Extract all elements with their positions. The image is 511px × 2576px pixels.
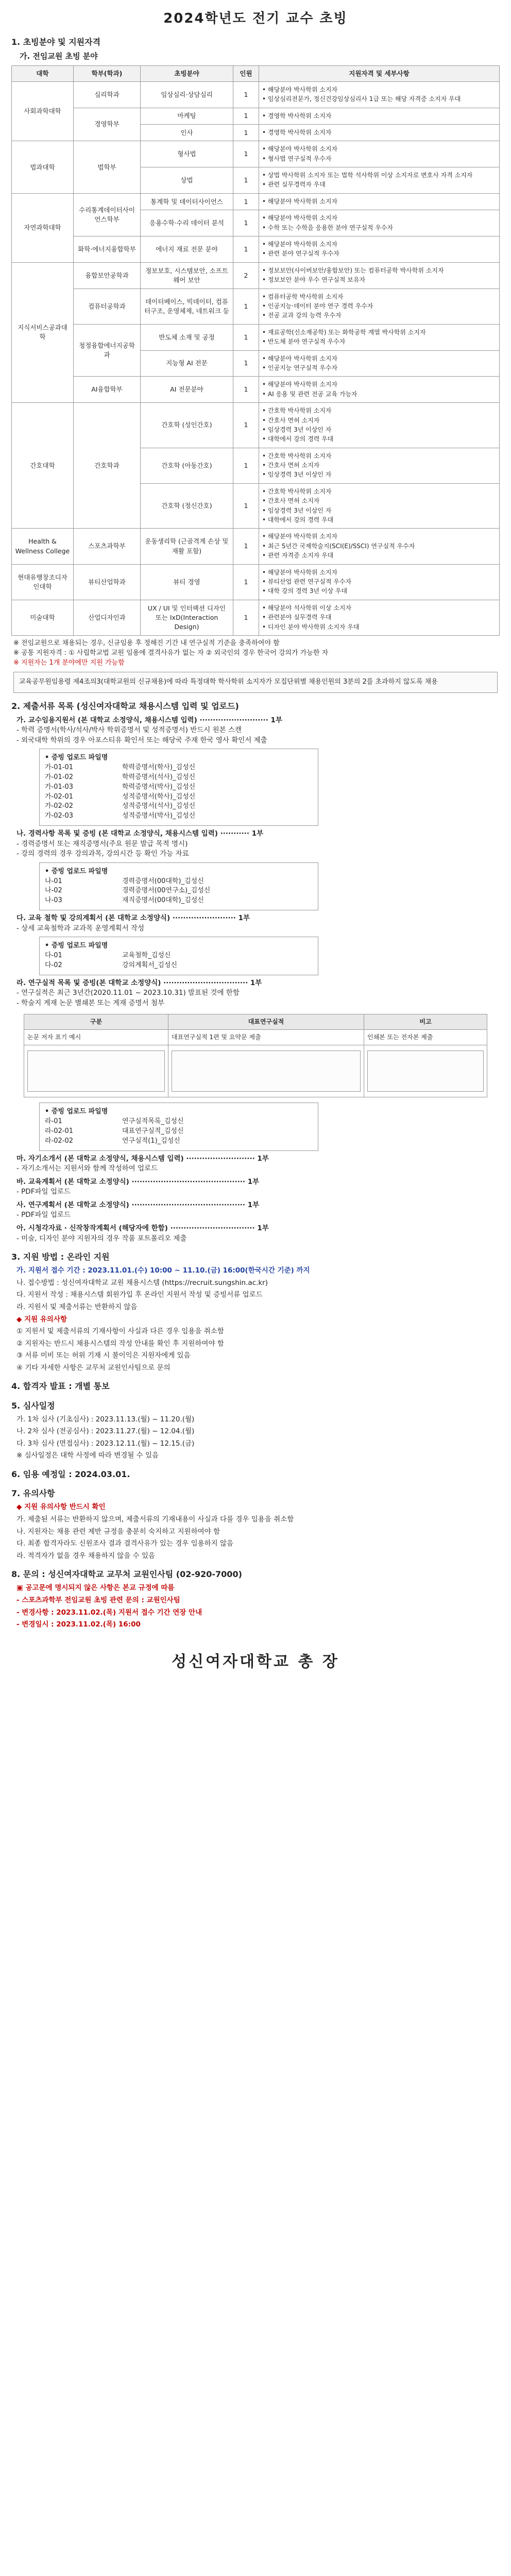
upload-row [45,896,313,906]
file-code: 나-01 [45,877,62,885]
requirements-cell [259,141,500,167]
dept-cell: 화학·에너지융합학부 [74,236,141,263]
item-heading: 나. 경력사항 목록 및 증빙 (본 대학교 소정양식, 채용시스템 입력) ··········· 1부 [16,829,264,838]
file-code: 라-01 [45,1117,62,1126]
schedule-line: 다. 3차 심사 (면접심사) : 2023.12.11.(월) ~ 12.15.(금) [16,1439,195,1448]
section-4-heading: 4. 합격자 발표 : 개별 통보 [11,1381,110,1392]
compare-cell: 논문 저자 표기 예시 [24,1029,168,1045]
upload-label: • 증빙 업로드 파일명 [45,867,108,875]
file-code: 나-03 [45,896,62,905]
section-6-heading: 6. 임용 예정일 : 2024.03.01. [11,1469,130,1480]
field-cell: 에너지 재료 전문 분야 [141,236,233,263]
compare-table [24,1014,487,1098]
section-3-heading: 3. 지원 방법 : 온라인 지원 [11,1252,110,1262]
field-cell: 임상심리·상담심리 [141,81,233,108]
requirement-line: • 반도체 분야 연구실적 우수자 [262,338,346,346]
file-code: 라-02-02 [45,1137,74,1145]
table-row [12,403,500,448]
count-cell: 2 [233,262,259,289]
table-header: 초빙분야 [141,65,233,81]
requirement-line: • 디자인 분야 박사학위 소지자 우대 [262,623,360,631]
dept-cell: 스포츠과학부 [74,529,141,564]
page-title: 2024학년도 전기 교수 초빙 [163,11,348,26]
section-1-sub: 가. 전임교원 초빙 분야 [20,51,98,61]
count-cell: 1 [233,193,259,210]
file-name: 연구실적(1)_김성신 [122,1137,180,1145]
file-code: 가-02-03 [45,812,74,820]
dept-cell: 컴퓨터공학과 [74,289,141,324]
table-row [12,193,500,210]
file-name: 연구실적목록_김성신 [122,1117,184,1126]
notice-line: 라. 적격자가 없을 경우 채용하지 않을 수 있음 [16,1551,156,1560]
item-line: - 강의 경력의 경우 강의과목, 강의시간 등 확인 가능 자료 [16,850,189,858]
upload-row [45,1117,313,1127]
upload-box-c [39,937,318,975]
schedule-line: 나. 2차 심사 (전공심사) : 2023.11.27.(월) ~ 12.04.(월) [16,1427,195,1436]
upload-row [45,792,313,802]
footer-signature: 성신여자대학교 총 장 [172,1652,339,1671]
notice-line: 나. 지원자는 채용 관련 제반 규정을 충분히 숙지하고 지원하여야 함 [16,1527,220,1536]
count-cell: 1 [233,210,259,236]
example-box-2 [172,1050,361,1092]
requirements-cell [259,262,500,289]
body-line: 가. 지원서 접수 기간 : 2023.11.01.(수) 10:00 ~ 11.10.(금) 16:00(한국시간 기준) 까지 [16,1266,310,1275]
requirement-line: • 간호사 면허 소지자 [262,462,320,469]
section-2-heading: 2. 제출서류 목록 (성신여자대학교 채용시스템 입력 및 업로드) [11,701,239,711]
requirement-line: • 해당분야 박사학위 소지자 [262,241,338,248]
requirement-line: • 인공지능 연구실적 우수자 [262,364,338,371]
count-cell: 1 [233,81,259,108]
upload-label: • 증빙 업로드 파일명 [45,1108,108,1116]
count-cell: 1 [233,108,259,124]
body-line: 나. 접수방법 : 성신여자대학교 교원 채용시스템 (https://recruit.sungshin.ac.kr) [16,1278,268,1287]
table-header: 인원 [233,65,259,81]
file-code: 가-02-01 [45,792,74,801]
field-cell: 마케팅 [141,108,233,124]
file-name: 학력증명서(박사)_김성신 [122,783,196,791]
field-cell: 운동생리학 (근골격계 손상 및 재활 포함) [141,529,233,564]
upload-row [45,951,313,961]
requirement-line: • 임상경력 3년 이상인 자 [262,506,332,514]
file-name: 강의계획서_김성신 [122,961,177,969]
field-cell: 인사 [141,124,233,141]
dept-cell: 간호학과 [74,403,141,529]
requirement-line: • 재료공학(신소재공학) 또는 화학공학 계열 박사학위 소지자 [262,328,426,336]
file-code: 가-01-02 [45,773,74,781]
document-item [16,829,495,859]
requirements-cell [259,193,500,210]
requirement-line: • 해당분야 석사학위 이상 소지자 [262,604,352,612]
recruit-table [11,65,500,636]
field-cell: 데이터베이스, 빅데이터, 컴퓨터구조, 운영체제, 네트워크 등 [141,289,233,324]
count-cell: 1 [233,236,259,263]
upload-row [45,783,313,792]
requirement-line: • 대학 강의 경력 3년 이상 우대 [262,587,348,595]
table-header: 학부(학과) [74,65,141,81]
count-cell: 1 [233,350,259,377]
count-cell: 1 [233,600,259,635]
requirement-line: • 임상경력 3년 이상인 자 [262,426,332,433]
item-heading: 바. 교육계획서 (본 대학교 소정양식) ··········································· 1부 [16,1177,260,1186]
college-cell: 간호대학 [12,403,74,529]
count-cell: 1 [233,167,259,194]
upload-box-a [39,749,318,826]
dept-cell: 수리통계데이터사이언스학부 [74,193,141,236]
page [8,0,503,1693]
dept-cell: 경영학부 [74,108,141,141]
count-cell: 1 [233,377,259,403]
file-code: 다-02 [45,961,62,969]
field-cell: 정보보호, 시스템보안, 소프트웨어 보안 [141,262,233,289]
file-name: 학력증명서(석사)_김성신 [122,773,196,781]
item-heading: 다. 교육 철학 및 강의계획서 (본 대학교 소정양식) ························ 1부 [16,914,250,923]
item-heading: 가. 교수임용지원서 (본 대학교 소정양식, 채용시스템 입력) ·························· 1부 [16,716,282,724]
college-cell: 사회과학대학 [12,81,74,141]
upload-row [45,773,313,783]
table-row [12,262,500,289]
field-cell: 통계학 및 데이터사이언스 [141,193,233,210]
count-cell: 1 [233,289,259,324]
requirements-cell [259,564,500,600]
requirement-line: • 상법 박사학위 소지자 또는 법학 석사학위 이상 소지자로 변호사 자격 소지자 [262,172,473,179]
requirement-line: • 해당분야 박사학위 소지자 [262,145,338,153]
college-cell: 자연과학대학 [12,193,74,262]
requirement-line: • 최근 5년간 국제학술지(SCI(E)/SSCI) 연구실적 우수자 [262,542,415,550]
contact-line: - 스포츠과학부 전임교원 초빙 관련 문의 : 교원인사팀 [16,1596,180,1604]
upload-row [45,763,313,773]
caution-line: ④ 기타 자세한 사항은 교무처 교원인사팀으로 문의 [16,1363,171,1372]
requirements-cell [259,377,500,403]
requirement-line: • 간호사 면허 소지자 [262,497,320,505]
body-line: 다. 지원서 작성 : 채용시스템 회원가입 후 온라인 지원서 작성 및 증빙서류 업로드 [16,1291,263,1299]
document-item [16,978,495,1009]
compare-header: 비고 [364,1014,487,1029]
item-line: - PDF파일 업로드 [16,1211,71,1219]
item-line: - 상세 교육철학과 교과목 운영계획서 작성 [16,924,145,933]
document-item [16,716,495,746]
item-line: - 연구실적은 최근 3년간(2020.11.01 ~ 2023.10.31) 발표된 것에 한함 [16,989,240,997]
requirement-line: • 간호학 박사학위 소지자 [262,452,332,460]
notice-line: 다. 최종 합격자라도 신원조사 결과 결격사유가 있는 경우 임용하지 않음 [16,1539,234,1548]
file-code: 나-02 [45,887,62,895]
note-line: ※ 공통 지원자격 : ① 사립학교법 교원 임용에 결격사유가 없는 자 ② 외국인의 경우 한국어 강의가 가능한 자 [13,649,329,657]
requirement-line: • 임상심리전문가, 정신건강임상심리사 1급 또는 해당 자격증 소지자 우대 [262,95,461,103]
section-7-sub: ◆ 지원 유의사항 반드시 확인 [16,1503,106,1512]
item-line: - 외국대학 학위의 경우 아포스티유 확인서 또는 해당국 주재 한국 영사 확인서 제출 [16,736,267,744]
file-code: 다-01 [45,952,62,960]
requirements-cell [259,289,500,324]
item-heading: 아. 시청각자료 · 신작창작계획서 (해당자에 한함) ································ 1부 [16,1224,269,1233]
field-cell: 간호학 (정신간호) [141,483,233,529]
field-cell: 뷰티 경영 [141,564,233,600]
notice-line: 가. 제출된 서류는 반환하지 않으며, 제출서류의 기재내용이 사실과 다를 경우 임용을 취소함 [16,1515,294,1523]
upload-row [45,1137,313,1146]
upload-box-b [39,862,318,910]
requirement-line: • 관련분야 실무경력 우대 [262,614,332,621]
upload-box-d [39,1103,318,1150]
file-name: 성적증명서(박사)_김성신 [122,812,196,820]
requirement-line: • 인공지능·데이터 분야 연구 경력 우수자 [262,302,373,310]
requirement-line: • 경영학 박사학위 소지자 [262,128,332,136]
table-row [12,236,500,263]
count-cell: 1 [233,529,259,564]
upload-label: • 증빙 업로드 파일명 [45,754,108,762]
requirement-line: • 컴퓨터공학 박사학위 소지자 [262,293,344,300]
example-box-1 [27,1050,165,1092]
file-name: 대표연구실적_김성신 [122,1127,184,1135]
requirements-cell [259,108,500,124]
table-row [12,564,500,600]
table-header: 대학 [12,65,74,81]
dept-cell: 심리학과 [74,81,141,108]
count-cell: 1 [233,403,259,448]
field-cell: AI 전문분야 [141,377,233,403]
table-header: 지원자격 및 세부사항 [259,65,500,81]
requirement-line: • 관련 분야 연구실적 우수자 [262,250,339,258]
upload-label: • 증빙 업로드 파일명 [45,942,108,950]
item-heading: 마. 자기소개서 (본 대학교 소정양식, 채용시스템 입력) ·························· 1부 [16,1154,269,1163]
table-row [12,108,500,124]
requirements-cell [259,529,500,564]
file-name: 경력증명서(00연구소)_김성신 [122,887,211,895]
requirements-cell [259,236,500,263]
dept-cell: 법학부 [74,141,141,194]
compare-cell: 대표연구실적 1편 및 요약문 제출 [168,1029,364,1045]
file-code: 가-02-02 [45,802,74,810]
item-heading: 사. 연구계획서 (본 대학교 소정양식) ··········································· 1부 [16,1200,260,1209]
section-1-heading: 1. 초빙분야 및 지원자격 [11,37,101,47]
upload-row [45,886,313,896]
file-name: 성적증명서(학사)_김성신 [122,792,196,801]
requirement-line: • 정보보안(사이버보안/융합보안) 또는 컴퓨터공학 박사학위 소지자 [262,266,444,274]
contact-line: - 변경사항 : 2023.11.02.(목) 지원서 접수 기간 연장 안내 [16,1608,202,1617]
college-cell: 지식서비스공과대학 [12,262,74,402]
count-cell: 1 [233,124,259,141]
dept-cell: 뷰티산업학과 [74,564,141,600]
requirement-line: • 전공 교과 강의 능력 우수자 [262,312,342,319]
requirement-line: • 해당분야 박사학위 소지자 [262,568,338,576]
requirement-line: • 해당분야 박사학위 소지자 [262,197,338,205]
dept-cell: 청정융합에너지공학과 [74,324,141,377]
dept-cell: 산업디자인과 [74,600,141,635]
field-cell: 상법 [141,167,233,194]
document-item [16,913,495,934]
item-line: - 학술지 게재 논문 별쇄본 또는 게재 증명서 첨부 [16,998,164,1007]
section-5-heading: 5. 심사일정 [11,1400,55,1411]
count-cell: 1 [233,483,259,529]
dept-cell: AI융합학부 [74,377,141,403]
college-cell: 법과대학 [12,141,74,194]
requirement-line: • 간호학 박사학위 소지자 [262,487,332,495]
item-line: - 미술, 디자인 분야 지원자의 경우 작품 포트폴리오 제출 [16,1234,187,1243]
count-cell: 1 [233,448,259,483]
body-line: 라. 지원서 및 제출서류는 반환하지 않음 [16,1303,138,1312]
table-row [12,600,500,635]
table-row [12,289,500,324]
table-row [12,81,500,108]
requirement-line: • 간호학 박사학위 소지자 [262,407,332,415]
compare-cell: 인쇄본 또는 전자본 제출 [364,1029,487,1045]
requirement-line: • AI 응용 및 관련 전공 교육 가능자 [262,390,357,398]
contact-line: ▣ 공고문에 명시되지 않은 사항은 본교 규정에 따름 [16,1584,175,1592]
contact-line: - 변경일시 : 2023.11.02.(목) 16:00 [16,1620,141,1629]
requirements-cell [259,167,500,194]
item-heading: 라. 연구실적 목록 및 증빙(본 대학교 소정양식) ································ 1부 [16,978,262,987]
caution-line: ③ 서류 미비 또는 허위 기재 시 불이익은 지원자에게 있음 [16,1351,191,1360]
requirement-line: • 해당분야 박사학위 소지자 [262,533,338,540]
table-row [12,529,500,564]
field-cell: 간호학 (아동간호) [141,448,233,483]
note-line: ※ 지원자는 1개 분야에만 지원 가능함 [13,658,125,667]
file-code: 가-01-03 [45,783,74,791]
compare-header: 대표연구실적 [168,1014,364,1029]
requirement-line: • 형사법 연구실적 우수자 [262,155,332,162]
requirements-cell [259,350,500,377]
upload-row [45,802,313,811]
file-name: 재직증명서(00대학)_김성신 [122,896,204,905]
file-code: 가-01-01 [45,764,74,772]
requirement-line: • 뷰티산업 관련 연구실적 우수자 [262,578,352,585]
document-item [16,1154,495,1174]
item-line: - 학력 증명서(학사/석사/박사 학위증명서 및 성적증명서) 반드시 원본 스캔 [16,726,242,735]
upload-row [45,961,313,971]
requirement-line: • 해당분야 박사학위 소지자 [262,354,338,362]
requirements-cell [259,403,500,448]
upload-row [45,1127,313,1137]
field-cell: 간호학 (성인간호) [141,403,233,448]
file-name: 성적증명서(석사)_김성신 [122,802,196,810]
upload-row [45,877,313,887]
schedule-line: 가. 1차 심사 (기초심사) : 2023.11.13.(월) ~ 11.20.(월) [16,1415,195,1423]
requirements-cell [259,483,500,529]
requirement-line: • 간호사 면허 소지자 [262,416,320,424]
requirements-cell [259,81,500,108]
requirement-line: • 경영학 박사학위 소지자 [262,112,332,120]
file-code: 라-02-01 [45,1127,74,1135]
count-cell: 1 [233,564,259,600]
requirement-line: • 대학에서 강의 경력 우대 [262,435,334,443]
compare-header: 구분 [24,1014,168,1029]
requirement-line: • 정보보안 분야 우수 연구실적 보유자 [262,276,366,284]
field-cell: UX / UI 및 인터랙션 디자인 또는 IxD(Interaction Design) [141,600,233,635]
document-item [16,1177,495,1197]
file-name: 학력증명서(학사)_김성신 [122,764,196,772]
requirement-line: • 관련 자격증 소지자 우대 [262,552,334,560]
document-item [16,1200,495,1221]
requirement-line: • 관련 실무경력자 우대 [262,181,326,189]
field-cell: 반도체 소재 및 공정 [141,324,233,350]
notice-box: 교육공무원임용령 제4조의3(대학교원의 신규채용)에 따라 특정대학 학사학위 소지자가 모집단위별 채용인원의 3분의 2를 초과하지 않도록 채용 [13,672,498,693]
upload-row [45,811,313,821]
college-cell: 미술대학 [12,600,74,635]
count-cell: 1 [233,141,259,167]
section-7-heading: 7. 유의사항 [11,1488,55,1499]
requirements-cell [259,324,500,350]
requirement-line: • 수학 또는 수학을 응용한 분야 연구실적 우수자 [262,224,394,231]
example-box-3 [367,1050,484,1092]
caution-heading: ◆ 지원 유의사항 [16,1315,67,1324]
requirements-cell [259,448,500,483]
caution-line: ② 지원자는 반드시 채용시스템의 작성 안내를 확인 후 지원하여야 함 [16,1339,224,1348]
table-row [12,377,500,403]
item-line: - 자기소개서는 지원서와 함께 작성하여 업로드 [16,1164,158,1173]
table-row [12,324,500,350]
item-line: - PDF파일 업로드 [16,1188,71,1196]
document-item [16,1224,495,1244]
requirement-line: • 해당분야 박사학위 소지자 [262,86,338,93]
field-cell: 형사법 [141,141,233,167]
schedule-line: ※ 심사일정은 대학 사정에 따라 변경될 수 있음 [16,1451,159,1460]
field-cell: 응용수학·수리 데이터 분석 [141,210,233,236]
requirements-cell [259,210,500,236]
college-cell: 현대유행창조디자인대학 [12,564,74,600]
requirement-line: • 대학에서 강의 경력 우대 [262,516,334,524]
count-cell: 1 [233,324,259,350]
requirements-cell [259,124,500,141]
field-cell: 지능형 AI 전문 [141,350,233,377]
file-name: 교육철학_김성신 [122,952,171,960]
item-line: - 경력증명서 또는 재직증명서(주요 원문 발급 목적 명시) [16,839,188,848]
file-name: 경력증명서(00대학)_김성신 [122,877,204,885]
requirement-line: • 해당분야 박사학위 소지자 [262,214,338,222]
section-8-heading: 8. 문의 : 성신여자대학교 교무처 교원인사팀 (02-920-7000) [11,1569,242,1580]
table-row [12,141,500,167]
college-cell: Health & Wellness College [12,529,74,564]
requirement-line: • 임상경력 3년 이상인 자 [262,471,332,479]
dept-cell: 융합보안공학과 [74,262,141,289]
section-1-notes [13,639,498,668]
caution-line: ① 지원서 및 제출서류의 기재사항이 사실과 다른 경우 임용을 취소함 [16,1327,224,1336]
note-line: ※ 전임교원으로 채용되는 경우, 신규임용 후 정해진 기간 내 연구실적 기준을 충족하여야 함 [13,639,280,647]
requirement-line: • 해당분야 박사학위 소지자 [262,381,338,388]
requirements-cell [259,600,500,635]
